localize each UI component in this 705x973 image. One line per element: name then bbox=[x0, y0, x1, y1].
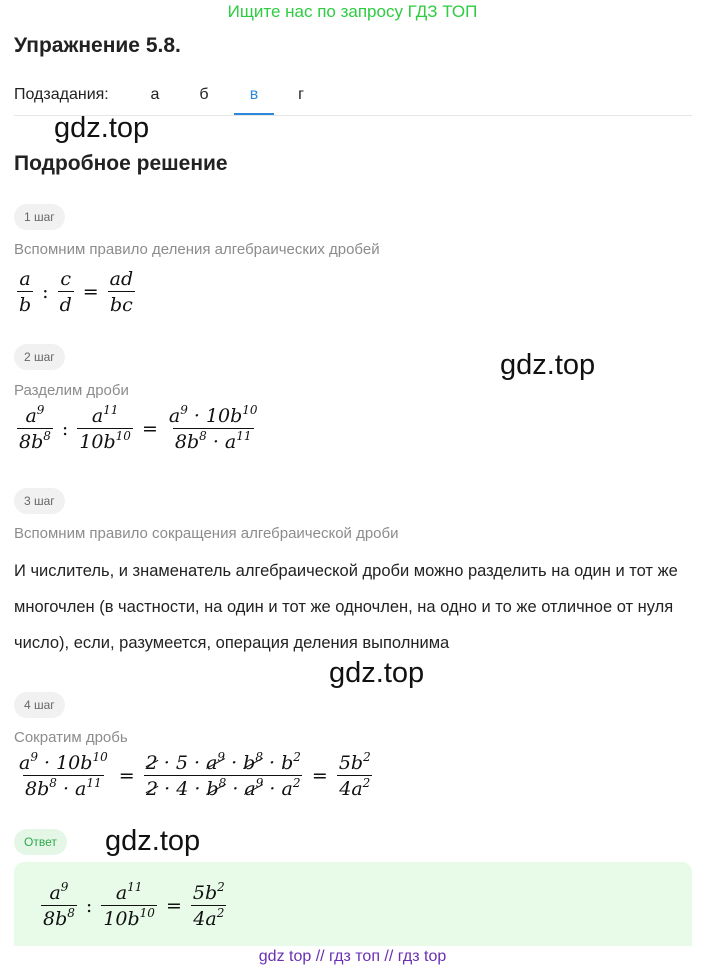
tab-g[interactable]: г bbox=[298, 86, 304, 103]
footer-links: gdz top // гдз топ // гдз top bbox=[258, 948, 447, 965]
step-2-badge: 2 шаг bbox=[14, 344, 65, 370]
tab-a[interactable]: а bbox=[150, 86, 160, 103]
step-1-formula: $\frac{a}{b}$ : $\frac{c}{d}$ = $\frac{ad}{bc}$ bbox=[19, 268, 134, 316]
step-4-hint: Сократим дробь bbox=[14, 729, 128, 746]
watermark: gdz.top bbox=[105, 825, 201, 857]
watermark: gdz.top bbox=[54, 112, 150, 144]
step-2-hint: Разделим дроби bbox=[14, 382, 129, 399]
answer-formula: $\frac{a^9}{8b^8}$ : $\frac{a^{11}}{10b^{10}}$ = $\frac{5b^2}{4a^2}$ bbox=[43, 880, 225, 930]
step-1-badge: 1 шаг bbox=[14, 204, 65, 230]
answer-badge: Ответ bbox=[14, 829, 67, 855]
step-1-hint: Вспомним правило деления алгебраических дробей bbox=[14, 241, 380, 258]
watermark: gdz.top bbox=[500, 349, 596, 381]
section-title: Подробное решение bbox=[14, 152, 228, 175]
tab-b[interactable]: б bbox=[199, 86, 209, 103]
step-4-badge: 4 шаг bbox=[14, 692, 65, 718]
exercise-title: Упражнение 5.8. bbox=[14, 34, 181, 57]
step-3-badge: 3 шаг bbox=[14, 488, 65, 514]
step-3-hint: Вспомним правило сокращения алгебраической дроби bbox=[14, 525, 399, 542]
step-4-formula: $\frac{a^9 \cdot 10b^{10}}{8b^8 \cdot a^{11}}$ = $\frac{2 \cdot 5 \cdot a^9 \cdot b^8 \cdot b^2}{2 \cdot 4 \cdot b^8 \cdot a^9 \cdot a^2}$ = $\frac{5b^2}{4a^2}$ bbox=[19, 750, 371, 800]
watermark: gdz.top bbox=[329, 657, 425, 689]
subtasks-label: Подзадания: bbox=[14, 86, 109, 103]
step-3-rule-text: И числитель, и знаменатель алгебраической дроби можно разделить на один и тот же многочлен (в частности, на один и тот же одночлен, на одно и то же отличное от нуля число), если, разумеется, операция деления выполнима bbox=[14, 562, 678, 652]
tab-v[interactable]: в bbox=[249, 86, 259, 103]
top-banner: Ищите нас по запросу ГДЗ ТОП bbox=[227, 2, 478, 21]
step-2-formula: $\frac{a^9}{8b^8}$ : $\frac{a^{11}}{10b^{10}}$ = $\frac{a^9 \cdot 10b^{10}}{8b^8 \cdot a^{11}}$ bbox=[19, 403, 258, 453]
